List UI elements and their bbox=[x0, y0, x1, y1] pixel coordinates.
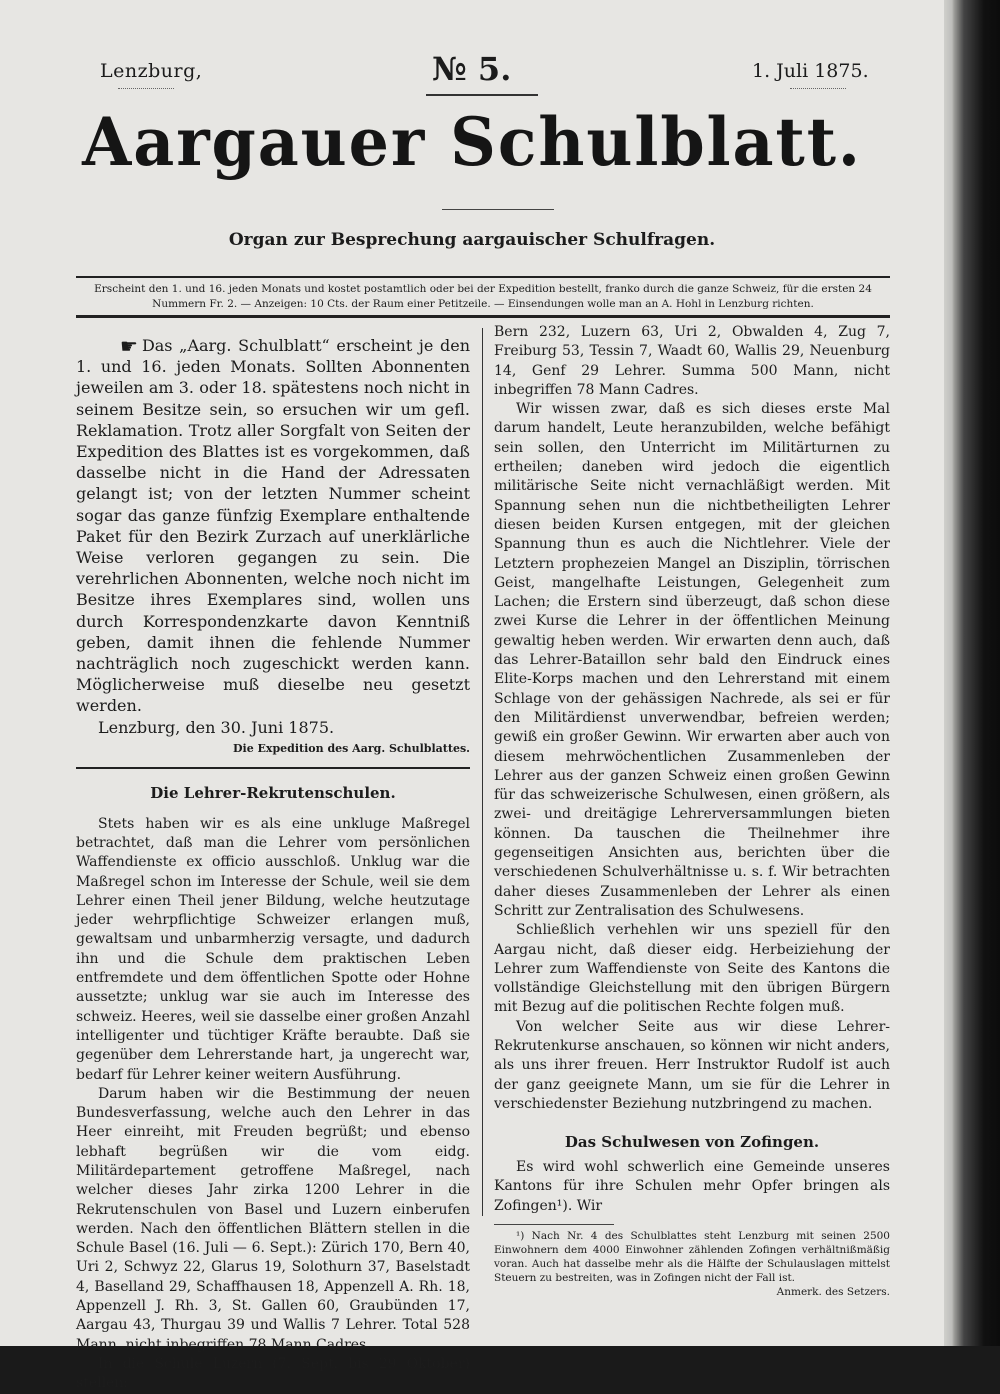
footnote-rule bbox=[494, 1224, 614, 1225]
article-paragraph: Wir wissen zwar, daß es sich dieses erste Mal darum handelt, Leute heranzubilden, welche befähigt sein sollen, den Unterricht im Militärturnen zu ertheilen; daneben wird jedoch die eigentlich militärische Seite nicht vernachläßigt werden. Mit Spannung sehen nun die nichtbetheiligten Lehrer diesen beiden Kursen entgegen, mit der gleichen Spannung thun es auch die Nichtlehrer. Viele der Letztern prophezeien Mangel an Disziplin, törrischen Geist, mangelhafte Leistungen, Gelegenheit zum Lachen; die Erstern sind überzeugt, daß schon diese zwei Kurse die Lehrer in der öffentlichen Meinung gewaltig heben werden. Wir erwarten denn auch, daß das Lehrer-Bataillon sehr bald den Eindruck eines Elite-Korps machen und den Lehrerstand mit einem Schlage von der gehässigen Nachrede, als sei er für den Militärdienst unverwendbar, befreien werden; gewiß ein großer Gewinn. Wir erwarten aber auch von diesem mehrwöchentlichen Zusammenleben der Lehrer aus der ganzen Schweiz einen großen Gewinn für das schweizerische Schulwesen, einen größern, als zwei- und dreitägige Lehrerversammlungen bieten können. Da tauschen die Theilnehmer ihre gegenseitigen Ansichten aus, berichten über die verschiedenen Schulverhältnisse u. s. f. Wir betrachten daher dieses Zusammenleben der Lehrer als einen Schritt zur Zentralisation des Schulwesens. bbox=[494, 401, 890, 919]
article-heading: Das Schulwesen von Zofingen. bbox=[564, 1133, 820, 1152]
notice-top-rule bbox=[76, 276, 890, 278]
announcement-signature: Die Expedition des Aarg. Schulblattes. bbox=[233, 741, 470, 755]
masthead-subtitle: Organ zur Besprechung aargauischer Schulfragen. bbox=[228, 230, 716, 250]
masthead-title: Aargauer Schulblatt. bbox=[82, 103, 862, 181]
article-paragraph: Es wird wohl schwerlich eine Gemeinde unseres Kantons für ihre Schulen mehr Opfer bringen als Zofingen¹). Wir bbox=[494, 1159, 890, 1214]
article-paragraph: In die Schule Luzern (7. Sept. bis 29 Oktober) stellen: bbox=[76, 1355, 470, 1392]
announcement bbox=[76, 335, 470, 717]
subscription-notice: Erscheint den 1. und 16. jeden Monats und kostet postamtlich oder bei der Expedition bestellt, franko durch die ganze Schweiz, für die ersten 24 Nummern Fr. 2. — Anzeigen: 10 Cts. der Raum einer Petitzeile. — Einsendungen wolle man an A. Hohl in Lenzburg richten. bbox=[94, 283, 872, 310]
column-divider bbox=[482, 328, 483, 1216]
issue-number: № 5. bbox=[432, 50, 512, 88]
announcement-text: Das „Aarg. Schulblatt“ erscheint je den 1. und 16. jeden Monats. Sollten Abonnenten jeweilen am 3. oder 18. spätestens noch nicht in seinem Besitze sein, so ersuchen wir um gefl. Reklamation. Trotz aller Sorgfalt von Seiten der Expedition des Blattes ist es vorgekommen, daß dasselbe nicht in die Hand der Adressaten gelangt ist; von der letzten Nummer scheint sogar das ganze fünfzig Exemplare enthaltende Paket für den Bezirk Zurzach auf unerklärliche Weise verloren gegangen zu sein. Die verehrlichen Abonnenten, welche noch nicht im Besitze ihres Exemplares sind, wollen uns durch Korrespondenzkarte davon Kenntniß geben, damit ihnen die fehlende Nummer nachträglich noch zugeschickt werden kann. Möglicherweise muß dieselbe neu gesetzt werden. bbox=[76, 336, 470, 716]
announcement-place-date: Lenzburg, den 30. Juni 1875. bbox=[98, 717, 335, 737]
right-column bbox=[494, 323, 890, 1299]
issue-underline bbox=[426, 88, 538, 96]
masthead-rule bbox=[442, 209, 554, 210]
notice-bottom-rule bbox=[76, 315, 890, 318]
left-column bbox=[76, 335, 470, 1394]
article-paragraph: Von welcher Seite aus wir diese Lehrer-Rekrutenkurse anschauen, so können wir nicht anders, als uns ihrer freuen. Herr Instruktor Rudolf ist auch der ganz geeignete Mann, um sie für die Lehrer in verschiedenster Beziehung nutzbringend zu machen. bbox=[494, 1018, 890, 1112]
scan-edge bbox=[944, 0, 1000, 1346]
footnote bbox=[494, 1229, 890, 1285]
article-paragraph: Schließlich verhehlen wir uns speziell für den Aargau nicht, daß dieser eidg. Herbeiziehung der Lehrer zum Waffendienste von Seite des Kantons die vollständige Gleichstellung mit den übrigen Bürgern mit Bezug auf die politischen Rechte folgen muß. bbox=[494, 922, 890, 1016]
header-date: 1. Juli 1875. bbox=[752, 60, 869, 82]
article-paragraph: Darum haben wir die Bestimmung der neuen Bundesverfassung, welche auch den Lehrer in das Heer einreiht, mit Freuden begrüßt; und ebenso lebhaft begrüßen wir die vom eidg. Militärdepartement getroffene Maßregel, nach welcher dieses Jahr zirka 1200 Lehrer in die Rekrutenschulen von Basel und Luzern einberufen werden. Nach den öffentlichen Blättern stellen in die Schule Basel (16. Juli — 6. Sept.): Zürich 170, Bern 40, Uri 2, Schwyz 22, Glarus 19, Solothurn 37, Baselstadt 4, Baselland 29, Schaffhausen 18, Appenzell A. Rh. 18, Appenzell J. Rh. 3, St. Gallen 60, Graubünden 17, Aargau 43, Thurgau 39 und Wallis 7 Lehrer. Total 528 Mann, nicht inbegriffen 78 Mann Cadres. bbox=[76, 1085, 470, 1353]
section-rule bbox=[76, 767, 470, 769]
header-place: Lenzburg, bbox=[100, 60, 203, 82]
article-paragraph: Bern 232, Luzern 63, Uri 2, Obwalden 4, Zug 7, Freiburg 53, Tessin 7, Waadt 60, Wallis 29, Neuenburg 14, Genf 29 Lehrer. Summa 500 Mann, nicht inbegriffen 78 Mann Cadres. bbox=[494, 324, 890, 398]
ornament-flourish bbox=[118, 82, 174, 89]
footnote-signature: Anmerk. des Setzers. bbox=[776, 1286, 890, 1299]
article-heading: Die Lehrer-Rekrutenschulen. bbox=[150, 783, 396, 802]
ornament-flourish bbox=[790, 82, 846, 89]
footnote-text: ¹) Nach Nr. 4 des Schulblattes steht Lenzburg mit seinen 2500 Einwohnern dem 4000 Einwohner zählenden Zofingen verhältnißmäßig voran. Auch hat dasselbe mehr als die Hälfte der Schulauslagen mittelst Steuern zu bestreiten, was in Zofingen nicht der Fall ist. bbox=[494, 1230, 890, 1285]
article-paragraph: Stets haben wir es als eine unkluge Maßregel betrachtet, daß man die Lehrer vom persönlichen Waffendienste ex officio ausschloß. Unklug war die Maßregel schon im Interesse der Schule, weil sie dem Lehrer einen Theil jener Bildung, welche heutzutage jeder wehrpflichtige Schweizer erlangen muß, gewaltsam und unbarmherzig versagte, und dadurch ihn und die Schule dem praktischen Leben entfremdete und dem öffentlichen Spotte oder Hohne aussetzte; unklug war sie auch im Interesse des schweiz. Heeres, weil sie dasselbe einer großen Anzahl intelligenter und tüchtiger Kräfte beraubte. Daß sie gegenüber dem Lehrerstande hart, ja ungerecht war, bedarf für Lehrer keiner weitern Ausführung. bbox=[76, 815, 470, 1083]
pointing-hand-icon: ☛ bbox=[120, 334, 138, 358]
